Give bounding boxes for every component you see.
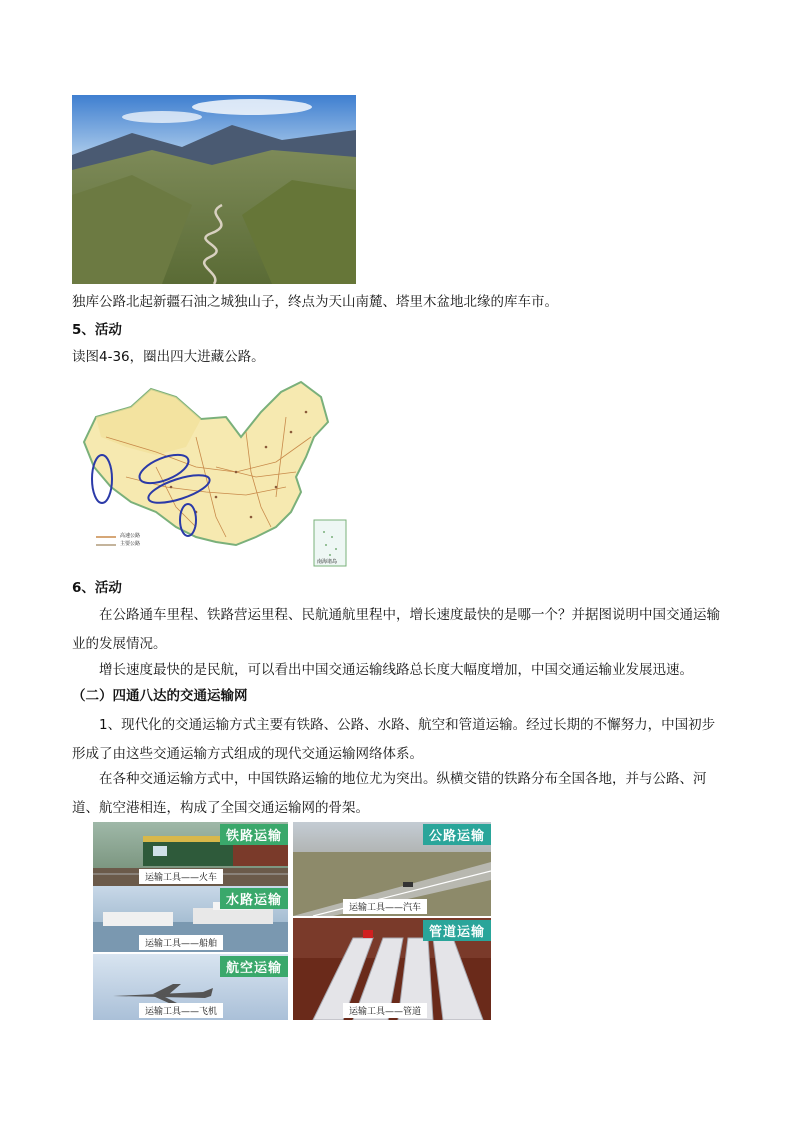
inset-label: 南海诸岛 (317, 559, 338, 565)
part2-paragraph-1: 1、现代化的交通运输方式主要有铁路、公路、水路、航空和管道运输。经过长期的不懈努力，中国初步形成了由这些交通运输方式组成的现代交通运输网络体系。 (72, 717, 716, 762)
air-caption: 运输工具——飞机 (139, 1003, 223, 1018)
duku-highway-photo (72, 95, 356, 284)
water-caption: 运输工具——船舶 (139, 935, 223, 950)
road-tile (293, 822, 491, 916)
rail-tile (93, 822, 288, 886)
china-highway-map (76, 377, 348, 567)
transport-collage (93, 822, 491, 1020)
legend-highway-label: 高速公路 (120, 533, 141, 539)
pipe-caption: 运输工具——管道 (343, 1003, 427, 1018)
water-tile (93, 886, 288, 952)
photo-caption: 独库公路北起新疆石油之城独山子，终点为天山南麓、塔里木盆地北缘的库车市。 (72, 294, 558, 310)
air-tile (93, 954, 288, 1020)
pipe-title: 管道运输 (423, 920, 491, 941)
section5-heading: 5、活动 (72, 322, 122, 338)
road-title: 公路运输 (423, 824, 491, 845)
section5-instruction: 读图4-36，圈出四大进藏公路。 (72, 349, 265, 365)
rail-title: 铁路运输 (220, 824, 288, 845)
section6-question: 在公路通车里程、铁路营运里程、民航通航里程中，增长速度最快的是哪一个？并据图说明中国交通运输业的发展情况。 (72, 607, 720, 652)
pipe-tile (293, 918, 491, 1020)
air-title: 航空运输 (220, 956, 288, 977)
water-title: 水路运输 (220, 888, 288, 909)
road-caption: 运输工具——汽车 (343, 899, 427, 914)
rail-caption: 运输工具——火车 (139, 869, 223, 884)
section6-answer: 增长速度最快的是民航，可以看出中国交通运输线路总长度大幅度增加，中国交通运输业发展迅速。 (99, 662, 693, 678)
part2-heading: （二）四通八达的交通运输网 (72, 688, 248, 704)
section6-heading: 6、活动 (72, 580, 122, 596)
part2-paragraph-2: 在各种交通运输方式中，中国铁路运输的地位尤为突出。纵横交错的铁路分布全国各地，并与公路、河道、航空港相连，构成了全国交通运输网的骨架。 (72, 771, 707, 816)
legend-main-road-label: 主要公路 (120, 541, 141, 547)
